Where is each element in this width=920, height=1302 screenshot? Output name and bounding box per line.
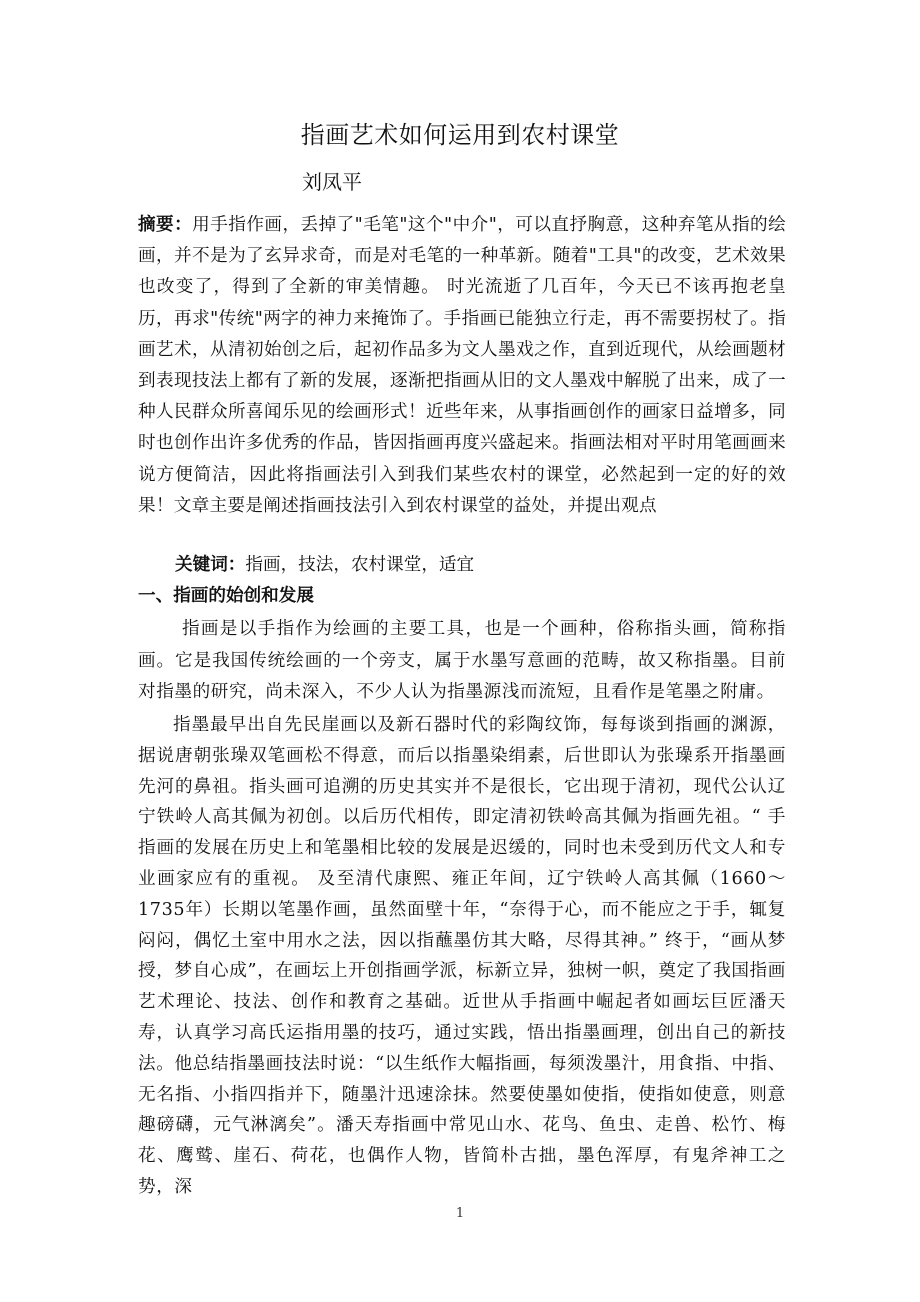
abstract-label: 摘要： bbox=[138, 215, 193, 235]
keywords-label: 关键词： bbox=[175, 555, 246, 575]
author-name: 刘凤平 bbox=[302, 170, 362, 194]
body-paragraph: 指画是以手指作为绘画的主要工具，也是一个画种，俗称指头画，简称指画。它是我国传统绘画的一个旁支，属于水墨写意画的范畴，故又称指墨。目前对指墨的研究，尚未深入，不少人认为指墨源浅而流短，且看作是笔墨之附庸。 bbox=[138, 619, 786, 702]
keywords bbox=[138, 551, 786, 579]
keywords-text: 指画，技法，农村课堂，适宜 bbox=[245, 555, 475, 575]
document-title: 指画艺术如何运用到农村课堂 bbox=[300, 121, 620, 149]
abstract-text: 用手指作画，丢掉了"毛笔"这个"中介"，可以直抒胸意，这种弃笔从指的绘画，并不是为了玄异求奇，而是对毛笔的一种革新。随着"工具"的改变，艺术效果也改变了，得到了全新的审美情趣。 时光流逝了几百年，今天已不该再抱老皇历，再求"传统"两字的神力来掩饰了。手指画已能独立行走，再不需要拐杖了。指画艺术，从清初始创之后，起初作品多为文人墨戏之作，直到近现代，从绘画题材到表现技法上都有了新的发展，逐渐把指画从旧的文人墨戏中解脱了出来，成了一种人民群众所喜闻乐见的绘画形式！近些年来，从事指画创作的画家日益增多，同时也创作出许多优秀的作品，皆因指画再度兴盛起来。指画法相对平时用笔画画来说方便简洁，因此将指画法引入到我们某些农村的课堂，必然起到一定的好的效果！文章主要是阐述指画技法引入到农村课堂的益处，并提出观点 bbox=[138, 215, 786, 516]
body-paragraph: 指墨最早出自先民崖画以及新石器时代的彩陶纹饰，每每谈到指画的渊源，据说唐朝张璪双笔画松不得意，而后以指墨染绢素，后世即认为张璪系开指墨画先河的鼻祖。指头画可追溯的历史其实并不是很长，它出现于清初，现代公认辽宁铁岭人高其佩为初创。以后历代相传，即定清初铁岭高其佩为指画先祖。“ 手指画的发展在历史上和笔墨相比较的发展是迟缓的，同时也未受到历代文人和专业画家应有的重视。 及至清代康熙、雍正年间，辽宁铁岭人高其佩（1660～1735年）长期以笔墨作画，虽然面壁十年，“奈得于心，而不能应之于手，辄复闷闷，偶忆土室中用水之法，因以指蘸墨仿其大略，尽得其神。” 终于，“画从梦授，梦自心成”，在画坛上开创指画学派，标新立异，独树一帜，奠定了我国指画艺术理论、技法、创作和教育之基础。近世从手指画中崛起者如画坛巨匠潘天寿，认真学习高氏运指用墨的技巧，通过实践，悟出指墨画理，创出自己的新技法。他总结指墨画技法时说：“以生纸作大幅指画，每须泼墨汁，用食指、中指、无名指、小指四指并下，随墨汁迅速涂抹。然要使墨如使指，使指如使意，则意趣磅礴，元气淋漓矣”。潘天寿指画中常见山水、花鸟、鱼虫、走兽、松竹、梅花、鹰鹫、崖石、荷花，也偶作人物，皆简朴古拙，墨色浑厚，有鬼斧神工之势，深 bbox=[138, 715, 786, 1197]
abstract bbox=[138, 210, 786, 522]
section-heading: 一、指画的始创和发展 bbox=[138, 586, 314, 606]
page-number: 1 bbox=[455, 1206, 465, 1221]
